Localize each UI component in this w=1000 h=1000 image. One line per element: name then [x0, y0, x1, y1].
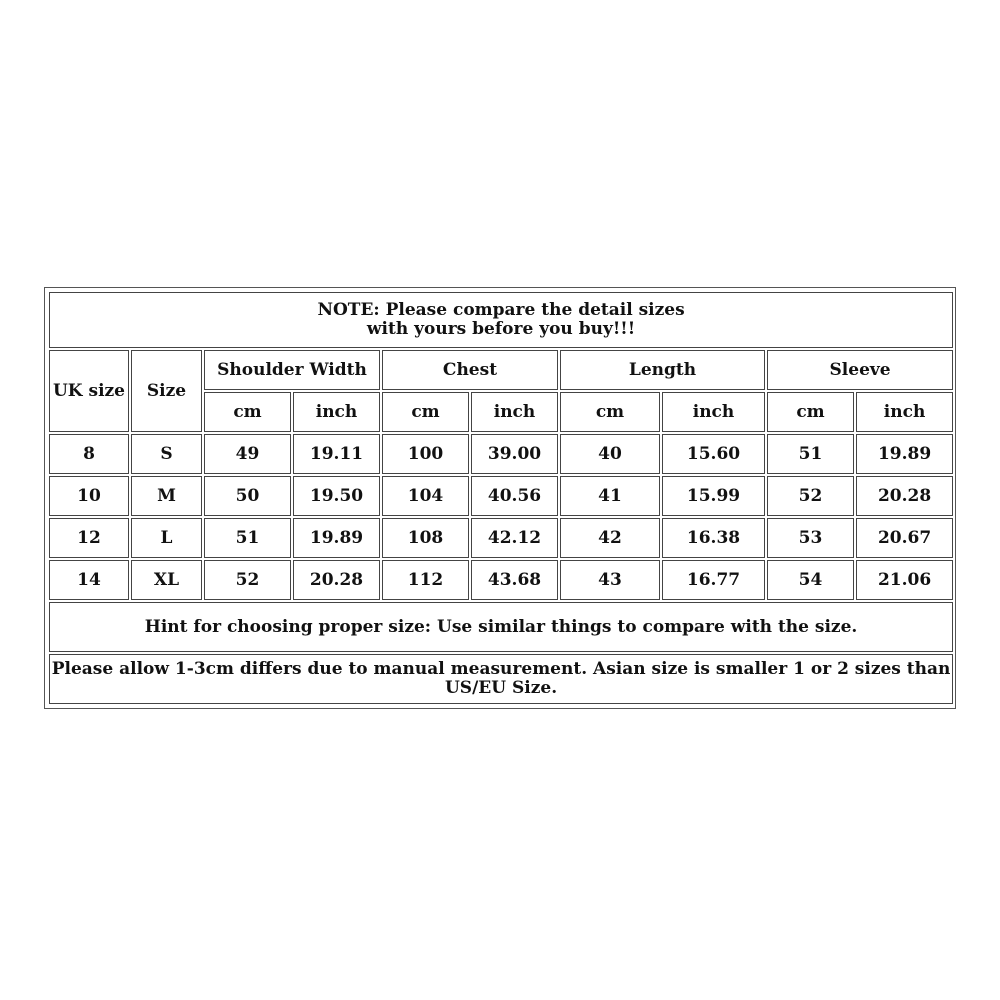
header-chest: Chest — [382, 350, 558, 390]
cell-value: 112 — [382, 560, 469, 600]
cell-value: 108 — [382, 518, 469, 558]
cell-value: 19.89 — [856, 434, 953, 474]
cell-value: 19.11 — [293, 434, 380, 474]
cell-size: S — [131, 434, 202, 474]
table-row — [49, 476, 953, 516]
unit-shoulder-cm: cm — [204, 392, 291, 432]
size-table — [47, 290, 955, 706]
cell-value: 52 — [767, 476, 854, 516]
cell-value: 53 — [767, 518, 854, 558]
cell-value: 19.50 — [293, 476, 380, 516]
cell-value: 20.67 — [856, 518, 953, 558]
unit-chest-inch: inch — [471, 392, 558, 432]
cell-value: 42 — [560, 518, 660, 558]
cell-value: 16.38 — [662, 518, 765, 558]
header-sleeve: Sleeve — [767, 350, 953, 390]
cell-value: 52 — [204, 560, 291, 600]
cell-value: 51 — [767, 434, 854, 474]
cell-value: 54 — [767, 560, 854, 600]
hint-text: Hint for choosing proper size: Use similar things to compare with the size. — [49, 602, 953, 652]
cell-size: M — [131, 476, 202, 516]
cell-value: 19.89 — [293, 518, 380, 558]
cell-uk: 10 — [49, 476, 129, 516]
cell-uk: 12 — [49, 518, 129, 558]
header-uk-size: UK size — [49, 350, 129, 432]
header-shoulder-width: Shoulder Width — [204, 350, 380, 390]
unit-sleeve-cm: cm — [767, 392, 854, 432]
header-size: Size — [131, 350, 202, 432]
cell-value: 16.77 — [662, 560, 765, 600]
table-row — [49, 518, 953, 558]
note-line-2: with yours before you buy!!! — [366, 319, 636, 339]
cell-value: 104 — [382, 476, 469, 516]
cell-size: L — [131, 518, 202, 558]
cell-value: 39.00 — [471, 434, 558, 474]
cell-uk: 14 — [49, 560, 129, 600]
cell-value: 43.68 — [471, 560, 558, 600]
unit-sleeve-inch: inch — [856, 392, 953, 432]
table-row — [49, 434, 953, 474]
cell-value: 40.56 — [471, 476, 558, 516]
cell-size: XL — [131, 560, 202, 600]
unit-length-cm: cm — [560, 392, 660, 432]
cell-uk: 8 — [49, 434, 129, 474]
measurement-note: Please allow 1-3cm differs due to manual measurement. Asian size is smaller 1 or 2 sizes than US/EU Size. — [49, 654, 953, 704]
note-cell — [49, 292, 953, 348]
cell-value: 43 — [560, 560, 660, 600]
header-length: Length — [560, 350, 765, 390]
cell-value: 20.28 — [293, 560, 380, 600]
cell-value: 15.60 — [662, 434, 765, 474]
cell-value: 21.06 — [856, 560, 953, 600]
cell-value: 15.99 — [662, 476, 765, 516]
cell-value: 50 — [204, 476, 291, 516]
note-line-1: NOTE: Please compare the detail sizes — [317, 300, 685, 321]
cell-value: 49 — [204, 434, 291, 474]
cell-value: 51 — [204, 518, 291, 558]
table-row — [49, 560, 953, 600]
size-chart — [44, 287, 956, 709]
cell-value: 20.28 — [856, 476, 953, 516]
cell-value: 42.12 — [471, 518, 558, 558]
unit-chest-cm: cm — [382, 392, 469, 432]
cell-value: 100 — [382, 434, 469, 474]
unit-length-inch: inch — [662, 392, 765, 432]
cell-value: 40 — [560, 434, 660, 474]
cell-value: 41 — [560, 476, 660, 516]
unit-shoulder-inch: inch — [293, 392, 380, 432]
